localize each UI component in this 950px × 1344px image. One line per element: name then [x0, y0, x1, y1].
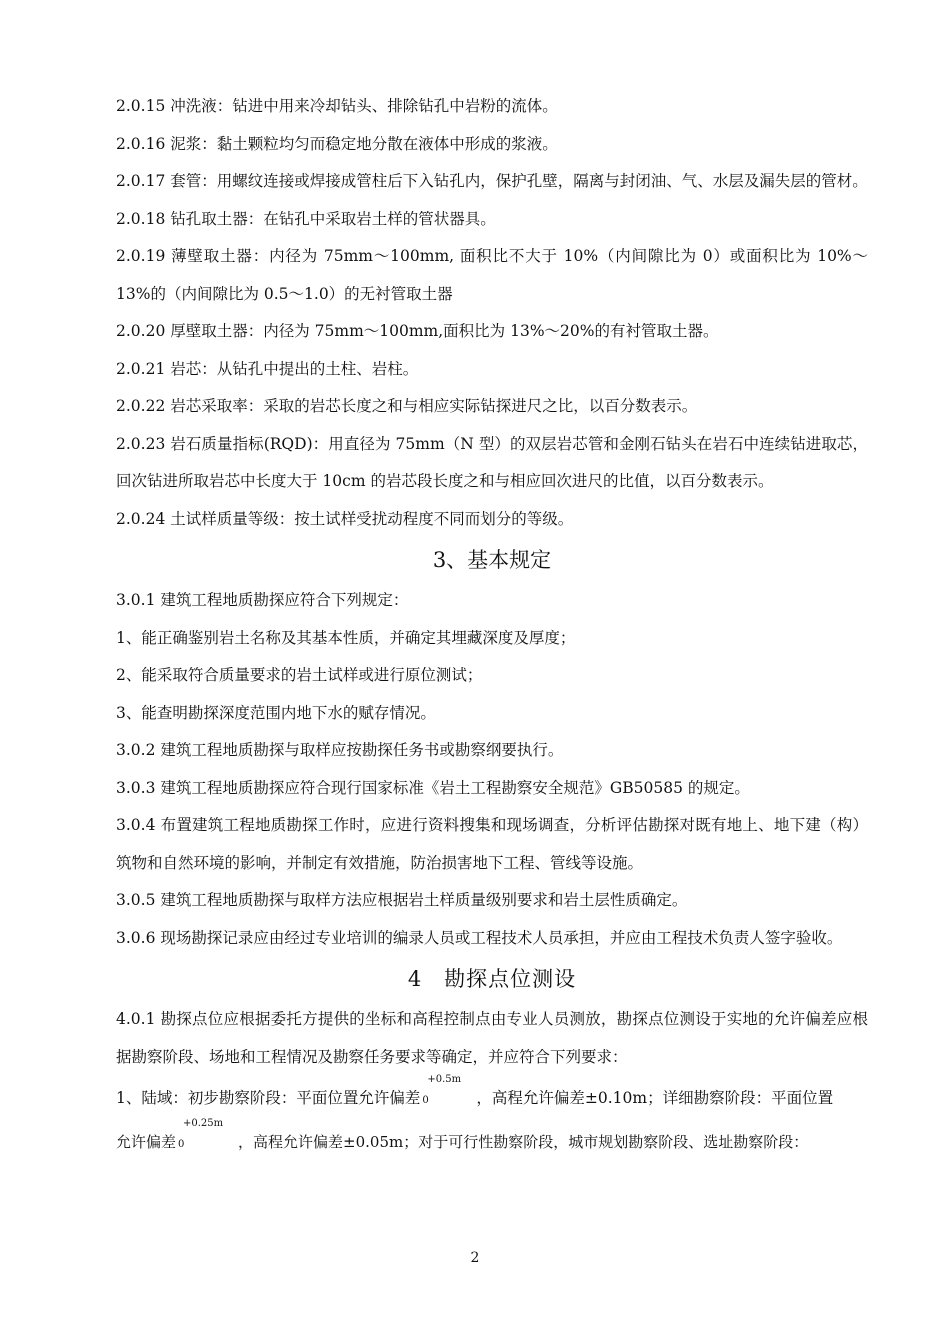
- term-2-0-24: 2.0.24 土试样质量等级：按土试样受扰动程度不同而划分的等级。: [116, 509, 574, 528]
- rule-3-0-1-item-1: 1、能正确鉴别岩土名称及其基本性质，并确定其埋藏深度及厚度；: [116, 628, 576, 647]
- land-line-1: [116, 1076, 868, 1120]
- section-2-terms: [116, 88, 868, 538]
- term-2-0-22: 2.0.22 岩芯采取率：采取的岩芯长度之和与相应实际钻探进尺之比，以百分数表示。: [116, 397, 698, 415]
- tolerance-2-lower: 0: [178, 1139, 185, 1150]
- rule-3-0-3: 3.0.3 建筑工程地质勘探应符合现行国家标准《岩土工程勘察安全规范》GB50585 的规定。: [116, 778, 750, 797]
- section-4-heading: 4 勘探点位测设: [407, 967, 577, 991]
- land-line-1-suffix: ，高程允许偏差±0.10m；详细勘察阶段：平面位置: [476, 1089, 834, 1107]
- land-line-2-prefix: 允许偏差: [116, 1133, 177, 1151]
- land-line-1-prefix: 1、陆域：初步勘察阶段：平面位置允许偏差: [116, 1089, 421, 1107]
- term-2-0-20: 2.0.20 厚壁取土器：内径为 75mm～100mm,面积比为 13%～20%的有衬管取土器。: [116, 322, 719, 340]
- land-line-2-suffix: ，高程允许偏差±0.05m；对于可行性勘察阶段，城市规划勘察阶段、选址勘察阶段：: [238, 1133, 809, 1151]
- term-2-0-23: 2.0.23 岩石质量指标(RQD)：用直径为 75mm（N 型）的双层岩芯管和金刚石钻头在岩石中连续钻进取芯，回次钻进所取岩芯中长度大于 10cm 的岩芯段长度之和与相应回次进尺的比值，以百分数表示。: [116, 434, 868, 490]
- rule-3-0-6: 3.0.6 现场勘探记录应由经过专业培训的编录人员或工程技术人员承担，并应由工程技术负责人签字验收。: [116, 928, 843, 947]
- term-2-0-15: 2.0.15 冲洗液：钻进中用来冷却钻头、排除钻孔中岩粉的流体。: [116, 97, 558, 115]
- term-2-0-18: 2.0.18 钻孔取土器：在钻孔中采取岩土样的管状器具。: [116, 209, 496, 228]
- page-number: 2: [470, 1250, 480, 1266]
- rule-3-0-1: 3.0.1 建筑工程地质勘探应符合下列规定：: [116, 591, 409, 609]
- rule-3-0-4: 3.0.4 布置建筑工程地质勘探工作时，应进行资料搜集和现场调查，分析评估勘探对既有地上、地下建（构）筑物和自然环境的影响，并制定有效措施，防治损害地下工程、管线等设施。: [116, 816, 868, 872]
- tolerance-fraction-1: [420, 1074, 476, 1109]
- tolerance-1-lower: 0: [422, 1095, 429, 1106]
- rule-3-0-1-item-3: 3、能查明勘探深度范围内地下水的赋存情况。: [116, 703, 436, 722]
- rule-4-0-1: 4.0.1 勘探点位应根据委托方提供的坐标和高程控制点由专业人员测放，勘探点位测设于实地的允许偏差应根据勘察阶段、场地和工程情况及勘察任务要求等确定，并应符合下列要求：: [116, 1010, 868, 1066]
- term-2-0-19: 2.0.19 薄壁取土器：内径为 75mm～100mm, 面积比不大于 10%（内间隙比为 0）或面积比为 10%～13%的（内间隙比为 0.5～1.0）的无衬管取土器: [116, 247, 868, 303]
- section-3-heading: 3、基本规定: [432, 548, 552, 572]
- tolerance-1-upper: +0.5m: [427, 1074, 462, 1085]
- rule-3-0-2: 3.0.2 建筑工程地质勘探与取样应按勘探任务书或勘察纲要执行。: [116, 741, 564, 759]
- term-2-0-17: 2.0.17 套管：用螺纹连接或焊接成管柱后下入钻孔内，保护孔壁，隔离与封闭油、气、水层及漏失层的管材。: [116, 172, 868, 190]
- term-2-0-16: 2.0.16 泥浆：黏土颗粒均匀而稳定地分散在液体中形成的浆液。: [116, 134, 558, 153]
- section-4-rules: [116, 1001, 868, 1164]
- tolerance-2-upper: +0.25m: [183, 1118, 224, 1129]
- rule-3-0-5: 3.0.5 建筑工程地质勘探与取样方法应根据岩土样质量级别要求和岩土层性质确定。: [116, 891, 688, 909]
- page-content: [116, 88, 868, 1164]
- section-3-rules: [116, 582, 868, 957]
- land-line-2: [116, 1120, 868, 1164]
- tolerance-fraction-2: [176, 1118, 238, 1153]
- rule-3-0-1-item-2: 2、能采取符合质量要求的岩土试样或进行原位测试；: [116, 666, 483, 684]
- term-2-0-21: 2.0.21 岩芯：从钻孔中提出的土柱、岩柱。: [116, 359, 419, 378]
